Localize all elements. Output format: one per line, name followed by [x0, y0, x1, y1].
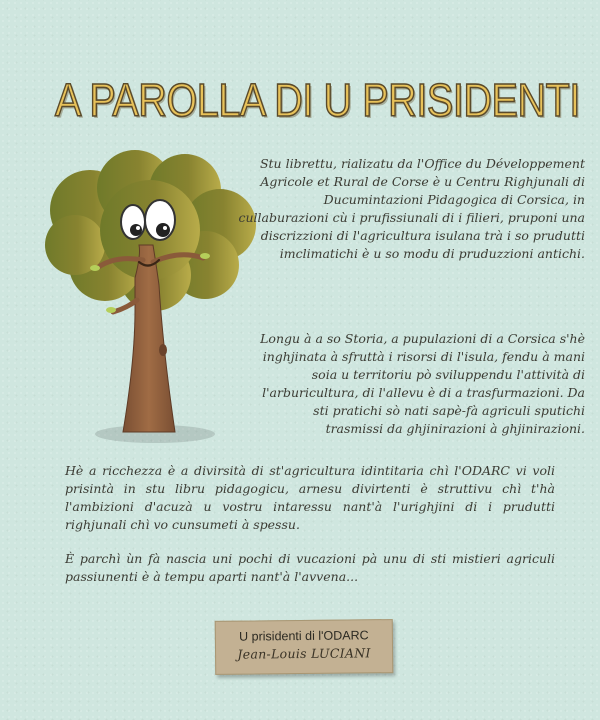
cartoon-tree-illustration: [35, 150, 265, 450]
trunk-knot: [159, 344, 167, 356]
signature-name: Jean-Louis LUCIANI: [237, 645, 371, 662]
signature-role: U prisidenti di l'ODARC: [239, 628, 369, 644]
page-title: A PAROLLA DI U PRISIDENTI: [55, 74, 580, 126]
paragraph-history: Longu à a so Storia, a pupulazioni di a Corsica s'hè inghjinata à sfruttà i risorsi di l'isula, fendu à mani soia u territoriu pò sviluppendu l'attività di l'arburicultura, di l'allevu è di a trasfurmazioni. Da sti pratichi sò nati sapè-fà agriculi sputichi trasmissi da ghjinirazioni à ghjinirazioni.: [260, 331, 585, 436]
signature-box: [215, 619, 394, 675]
paragraph-vocations: È parchì ùn fà nascia uni pochi di vucazioni pà unu di sti mistieri agriculi passiunenti è à tempu aparti nant'à l'avvena...: [65, 551, 555, 584]
paragraph-intro: Stu librettu, rializatu da l'Office du Développement Agricole et Rural de Corse è u Centru Righjunali di Ducumintazioni Pidagogica di Corsica, in cullaburazioni cù i prufissiunali di i filieri, pruponi una discrizzioni di l'agricultura isulana trà i so prudutti imclimatichi è u so modu di pruduzzioni antichi.: [238, 156, 585, 261]
paragraph-richness: Hè a ricchezza è a divirsità di st'agricultura idintitaria chì l'ODARC vi voli prisintà in stu libru pidagogicu, arnesu divirtenti è struttivu chì t'hà l'ambizioni d'acuzà u vostru intaressu nant'à l'urighjini di i prudutti righjunali chì vo cunsumeti à spessu.: [65, 463, 555, 532]
